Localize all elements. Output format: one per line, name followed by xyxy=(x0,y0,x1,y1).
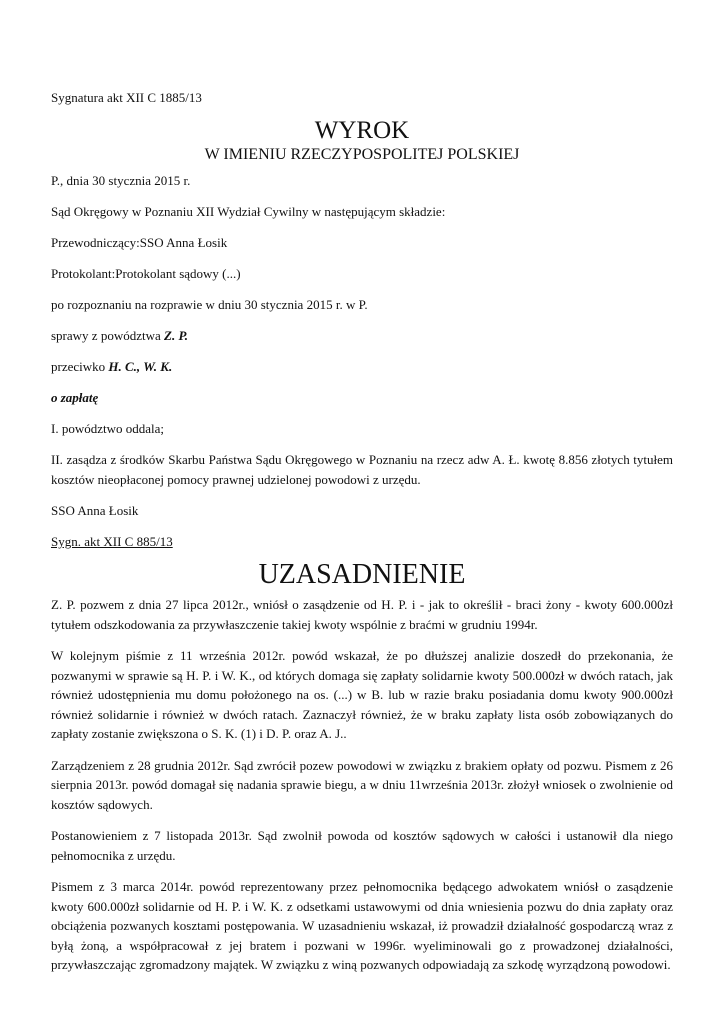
ruling-point-1: I. powództwo oddala; xyxy=(51,421,165,436)
plaintiff-name: Z. P. xyxy=(164,328,188,343)
justification-heading: UZASADNIENIE xyxy=(258,559,466,590)
justification-paragraph: Z. P. pozwem z dnia 27 lipca 2012r., wniósł o zasądzenie od H. P. i - jak to określił - braci żony - kwoty 600.000zł tytułem odszkodowania za przywłaszczenie takiej kwoty wspólnie z braćmi w grudniu 1994r. xyxy=(51,597,673,632)
claim-prefix: sprawy z powództwa xyxy=(51,328,164,343)
justification-paragraph: Pismem z 3 marca 2014r. powód reprezentowany przez pełnomocnika będącego adwokatem wniósł o zasądzenie kwoty 600.000zł solidarnie od H. P. i W. K. z odsetkami ustawowymi od dnia wniesienia pozwu do dnia zapłaty oraz obciążenia pozwanych kosztami postępowania. W uzasadnieniu wskazał, iż prowadził działalność gospodarczą wraz z byłą żoną, a współpracował z jej bratem i pozwani w 1996r. wyeliminowali go z prowadzonej działalności, przywłaszczając zgromadzony majątek. W związku z winą pozwanych odpowiadają za szkodę wyrządzoną powodowi. xyxy=(51,879,673,972)
chair-person: Przewodniczący:SSO Anna Łosik xyxy=(51,235,228,250)
defendants-names: H. C., W. K. xyxy=(108,359,173,374)
case-subject: o zapłatę xyxy=(51,390,99,405)
judge-signature: SSO Anna Łosik xyxy=(51,503,139,518)
against-prefix: przeciwko xyxy=(51,359,109,374)
verdict-title: WYROK xyxy=(314,117,410,144)
case-signature: Sygnatura akt XII C 1885/13 xyxy=(51,90,202,105)
justification-paragraph: Zarządzeniem z 28 grudnia 2012r. Sąd zwrócił pozew powodowi w związku z brakiem opłaty od pozwu. Pismem z 26 sierpnia 2013r. powód domagał się nadania sprawie biegu, a w dniu 11września 2013r. złożył wniosek o zwolnienie od kosztów sądowych. xyxy=(51,757,673,812)
date-place: P., dnia 30 stycznia 2015 r. xyxy=(51,173,191,188)
ruling-point-2: II. zasądza z środków Skarbu Państwa Sądu Okręgowego w Poznaniu na rzecz adw A. Ł. kwotę 8.856 złotych tytułem kosztów nieopłaconej pomocy prawnej udzielonej powodowi z urzędu. xyxy=(51,452,673,487)
verdict-subtitle: W IMIENIU RZECZYPOSPOLITEJ POLSKIEJ xyxy=(204,146,520,163)
document-content xyxy=(51,88,673,975)
justification-paragraph: W kolejnym piśmie z 11 września 2012r. powód wskazał, że po dłuższej analizie doszedł do przekonania, że pozwanymi w sprawie są H. P. i W. K., od których domaga się zapłaty solidarnie kwoty 500.000zł w dwóch ratach, jak również udostępnienia mu domu położonego na os. (...) w B. lub w razie braku posiadania domu kwoty 900.000zł również solidarnie i również w dwóch ratach. Zaznaczył również, że w braku zapłaty lista osób zobowiązanych do zapłaty zostanie zwiększona o S. K. (1) i D. P. oraz A. J.. xyxy=(51,648,673,741)
hearing-info: po rozpoznaniu na rozprawie w dniu 30 stycznia 2015 r. w P. xyxy=(51,297,368,312)
court-composition: Sąd Okręgowy w Poznaniu XII Wydział Cywilny w następującym składzie: xyxy=(51,204,446,219)
claim-line xyxy=(51,326,673,345)
court-clerk: Protokolant:Protokolant sądowy (...) xyxy=(51,266,241,281)
against-line xyxy=(51,357,673,376)
justification-paragraph: Postanowieniem z 7 listopada 2013r. Sąd zwolnił powoda od kosztów sądowych w całości i ustanowił dla niego pełnomocnika z urzędu. xyxy=(51,828,673,863)
case-reference: Sygn. akt XII C 885/13 xyxy=(51,534,173,549)
